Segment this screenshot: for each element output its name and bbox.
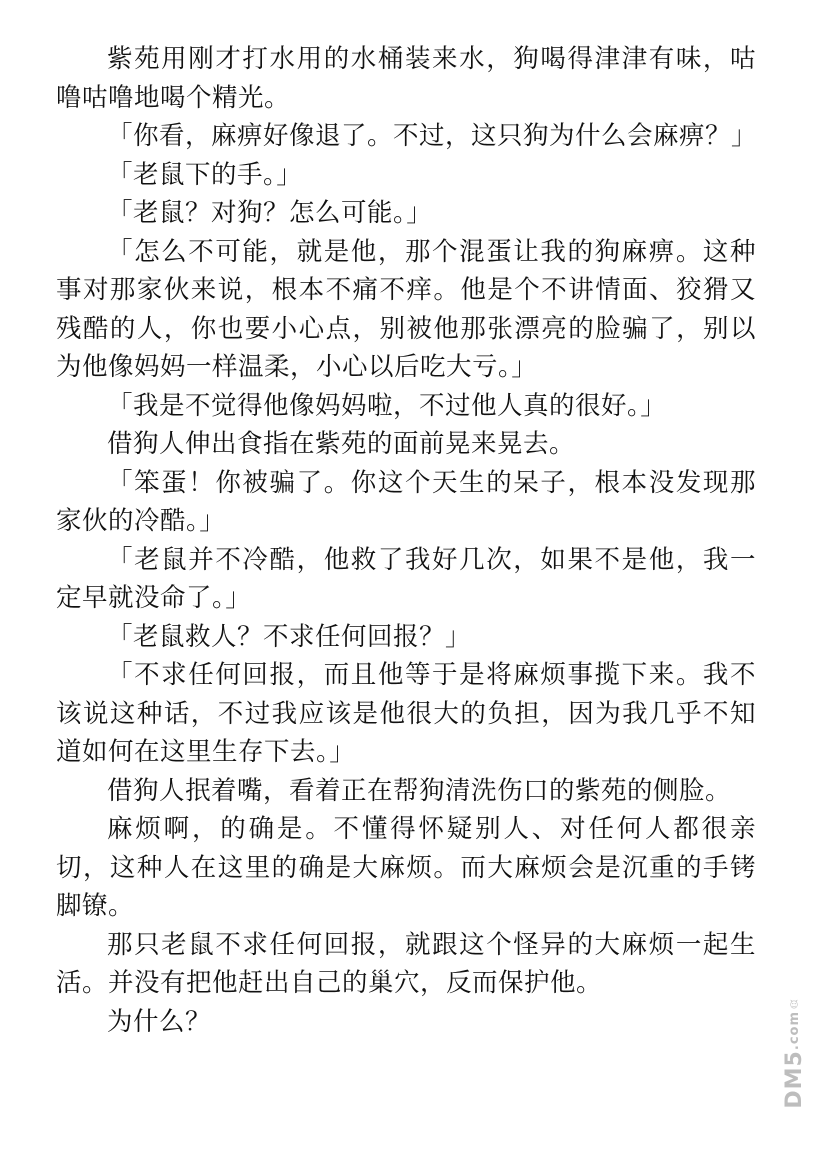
paragraph: 「老鼠下的手。」 xyxy=(107,159,303,190)
paragraph: 紫苑用刚才打水用的水桶装来水，狗喝得津津有味，咕噜咕噜地喝个精光。 xyxy=(56,44,756,113)
paragraph: 「老鼠救人？不求任何回报？」 xyxy=(107,621,472,652)
paragraph: 「你看，麻痹好像退了。不过，这只狗为什么会麻痹？」 xyxy=(107,121,758,151)
paragraph: 「笨蛋！你被骗了。你这个天生的呆子，根本没发现那家伙的冷酷。」 xyxy=(56,467,756,536)
paragraph: 为什么？ xyxy=(107,1006,212,1037)
watermark-suffix: .com xyxy=(786,1011,802,1051)
document-body xyxy=(56,40,756,1041)
watermark xyxy=(774,999,814,1109)
paragraph: 麻烦啊，的确是。不懂得怀疑别人、对任何人都很亲切，这种人在这里的确是大麻烦。而大麻烦会是沉重的手铐脚镣。 xyxy=(56,814,756,921)
watermark-text xyxy=(782,1011,807,1109)
paragraph: 「怎么不可能，就是他，那个混蛋让我的狗麻痹。这种事对那家伙来说，根本不痛不痒。他是个不讲情面、狡猾又残酷的人，你也要小心点，别被他那张漂亮的脸骗了，别以为他像妈妈一样温柔，小心以后吃大亏。」 xyxy=(56,236,756,382)
watermark-brand: DM5 xyxy=(781,1050,807,1109)
dm5-logo-icon xyxy=(779,999,809,1009)
paragraph: 借狗人抿着嘴，看着正在帮狗清洗伤口的紫苑的侧脸。 xyxy=(107,775,732,806)
paragraph: 借狗人伸出食指在紫苑的面前晃来晃去。 xyxy=(107,429,576,459)
paragraph: 「老鼠并不冷酷，他救了我好几次，如果不是他，我一定早就没命了。」 xyxy=(56,544,756,613)
paragraph: 「不求任何回报，而且他等于是将麻烦事揽下来。我不该说这种话，不过我应该是他很大的负担，因为我几乎不知道如何在这里生存下去。」 xyxy=(56,660,756,767)
paragraph: 「老鼠？对狗？怎么可能。」 xyxy=(107,198,433,228)
paragraph: 「我是不觉得他像妈妈啦，不过他人真的很好。」 xyxy=(107,390,667,421)
paragraph: 那只老鼠不求任何回报，就跟这个怪异的大麻烦一起生活。并没有把他赶出自己的巢穴，反而保护他。 xyxy=(56,929,756,998)
